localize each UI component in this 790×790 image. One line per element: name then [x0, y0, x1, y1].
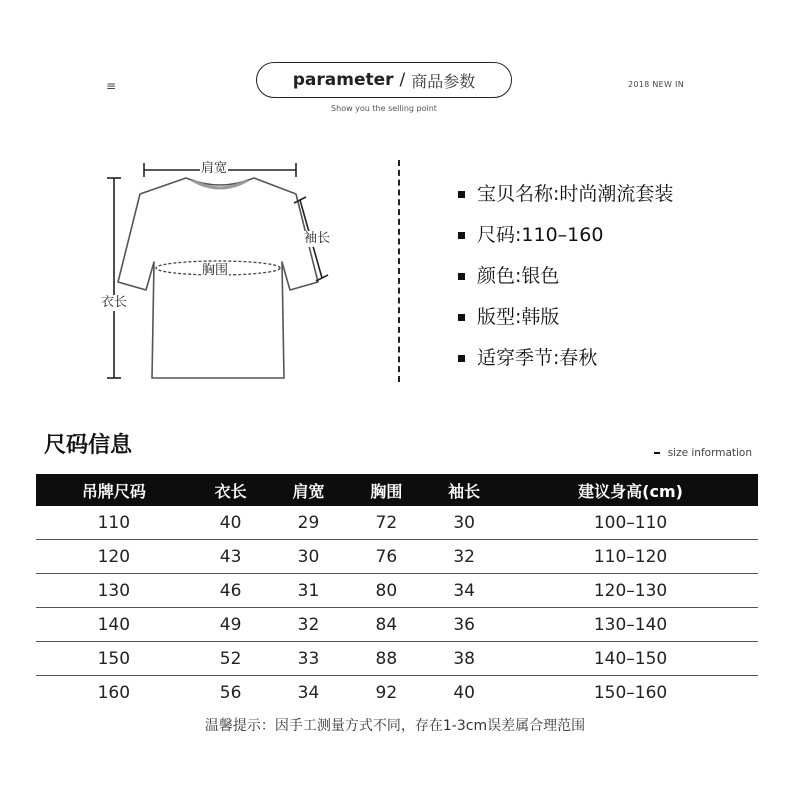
- header-title-cn: 商品参数: [411, 71, 476, 91]
- size-section-title: 尺码信息: [44, 433, 133, 458]
- header-badge: [256, 62, 512, 98]
- spec-item-name: [458, 172, 673, 213]
- spec-text: 宝贝名称:时尚潮流套装: [477, 183, 674, 205]
- menu-icon: ≡: [106, 79, 117, 93]
- table-cell: 120–130: [503, 574, 758, 608]
- table-header-row: [36, 474, 758, 506]
- chest-label: 胸围: [202, 263, 229, 278]
- table-cell: 130–140: [503, 608, 758, 642]
- garment-length-label: 衣长: [101, 295, 128, 310]
- header-subtitle: Show you the selling point: [331, 104, 437, 113]
- table-cell: 160: [97, 682, 131, 703]
- table-row: [36, 506, 758, 540]
- spec-text: 适穿季节:春秋: [477, 347, 598, 369]
- table-row: [36, 574, 758, 608]
- table-cell: 32: [270, 608, 348, 642]
- table-cell: 46: [192, 574, 270, 608]
- bullet-icon: [458, 314, 465, 321]
- table-cell: 49: [192, 608, 270, 642]
- table-cell: 34: [425, 574, 503, 608]
- col-header-sleeve: 袖长: [425, 474, 503, 506]
- header-title-en: parameter: [292, 70, 394, 90]
- col-header-chest: 胸围: [347, 474, 425, 506]
- spec-text: 颜色:银色: [477, 265, 560, 287]
- shoulder-width-label: 肩宽: [201, 161, 228, 176]
- table-cell: 34: [297, 682, 320, 703]
- table-cell: 52: [192, 642, 270, 676]
- table-cell: 140: [36, 608, 192, 642]
- measurement-note: 温馨提示：因手工测量方式不同，存在1-3cm误差属合理范围: [204, 718, 586, 734]
- bullet-icon: [458, 232, 465, 239]
- new-in-label: 2018 NEW IN: [627, 80, 684, 89]
- spec-item-size: [458, 213, 673, 254]
- table-cell: 32: [425, 540, 503, 574]
- spec-list: [458, 172, 673, 377]
- table-cell: 120: [36, 540, 192, 574]
- table-cell: 92: [375, 682, 398, 703]
- table-cell: 76: [347, 540, 425, 574]
- table-cell: 40: [192, 506, 270, 540]
- table-cell: 33: [270, 642, 348, 676]
- table-cell: 40: [453, 682, 475, 703]
- table-cell: 150: [36, 642, 192, 676]
- table-cell: 56: [219, 682, 242, 703]
- table-cell: 100–110: [503, 506, 758, 540]
- header-slash: /: [399, 70, 406, 90]
- col-header-height: 建议身高(cm): [503, 474, 758, 506]
- table-row: [36, 676, 758, 710]
- table-cell: 31: [270, 574, 348, 608]
- table-cell: 140–150: [503, 642, 758, 676]
- bullet-icon: [458, 273, 465, 280]
- table-cell: 30: [425, 506, 503, 540]
- table-cell: 38: [425, 642, 503, 676]
- spec-text: 版型:韩版: [477, 306, 560, 328]
- table-cell: 130: [36, 574, 192, 608]
- table-row: [36, 642, 758, 676]
- spec-item-fit: [458, 295, 673, 336]
- col-header-tag-size: 吊牌尺码: [36, 474, 192, 506]
- table-cell: 36: [425, 608, 503, 642]
- table-cell: 29: [270, 506, 348, 540]
- bullet-icon: [458, 191, 465, 198]
- bullet-icon: [458, 355, 465, 362]
- table-cell: 72: [347, 506, 425, 540]
- dash-icon: [654, 452, 660, 454]
- table-cell: 88: [347, 642, 425, 676]
- garment-diagram: [100, 150, 340, 390]
- table-row: [36, 608, 758, 642]
- size-table: [36, 474, 758, 709]
- table-cell: 150–160: [593, 682, 668, 703]
- table-row: [36, 540, 758, 574]
- col-header-length: 衣长: [192, 474, 270, 506]
- spec-text: 尺码:110–160: [477, 224, 604, 246]
- col-header-shoulder: 肩宽: [270, 474, 348, 506]
- table-cell: 110–120: [503, 540, 758, 574]
- spec-item-season: [458, 336, 673, 377]
- size-subtitle-text: size information: [667, 447, 752, 459]
- table-cell: 80: [347, 574, 425, 608]
- table-cell: 84: [347, 608, 425, 642]
- table-cell: 110: [36, 506, 192, 540]
- size-section-subtitle: [654, 447, 752, 459]
- vertical-divider: [398, 160, 400, 382]
- table-cell: 30: [270, 540, 348, 574]
- spec-item-color: [458, 254, 673, 295]
- table-cell: 43: [192, 540, 270, 574]
- sleeve-length-label: 袖长: [304, 231, 331, 246]
